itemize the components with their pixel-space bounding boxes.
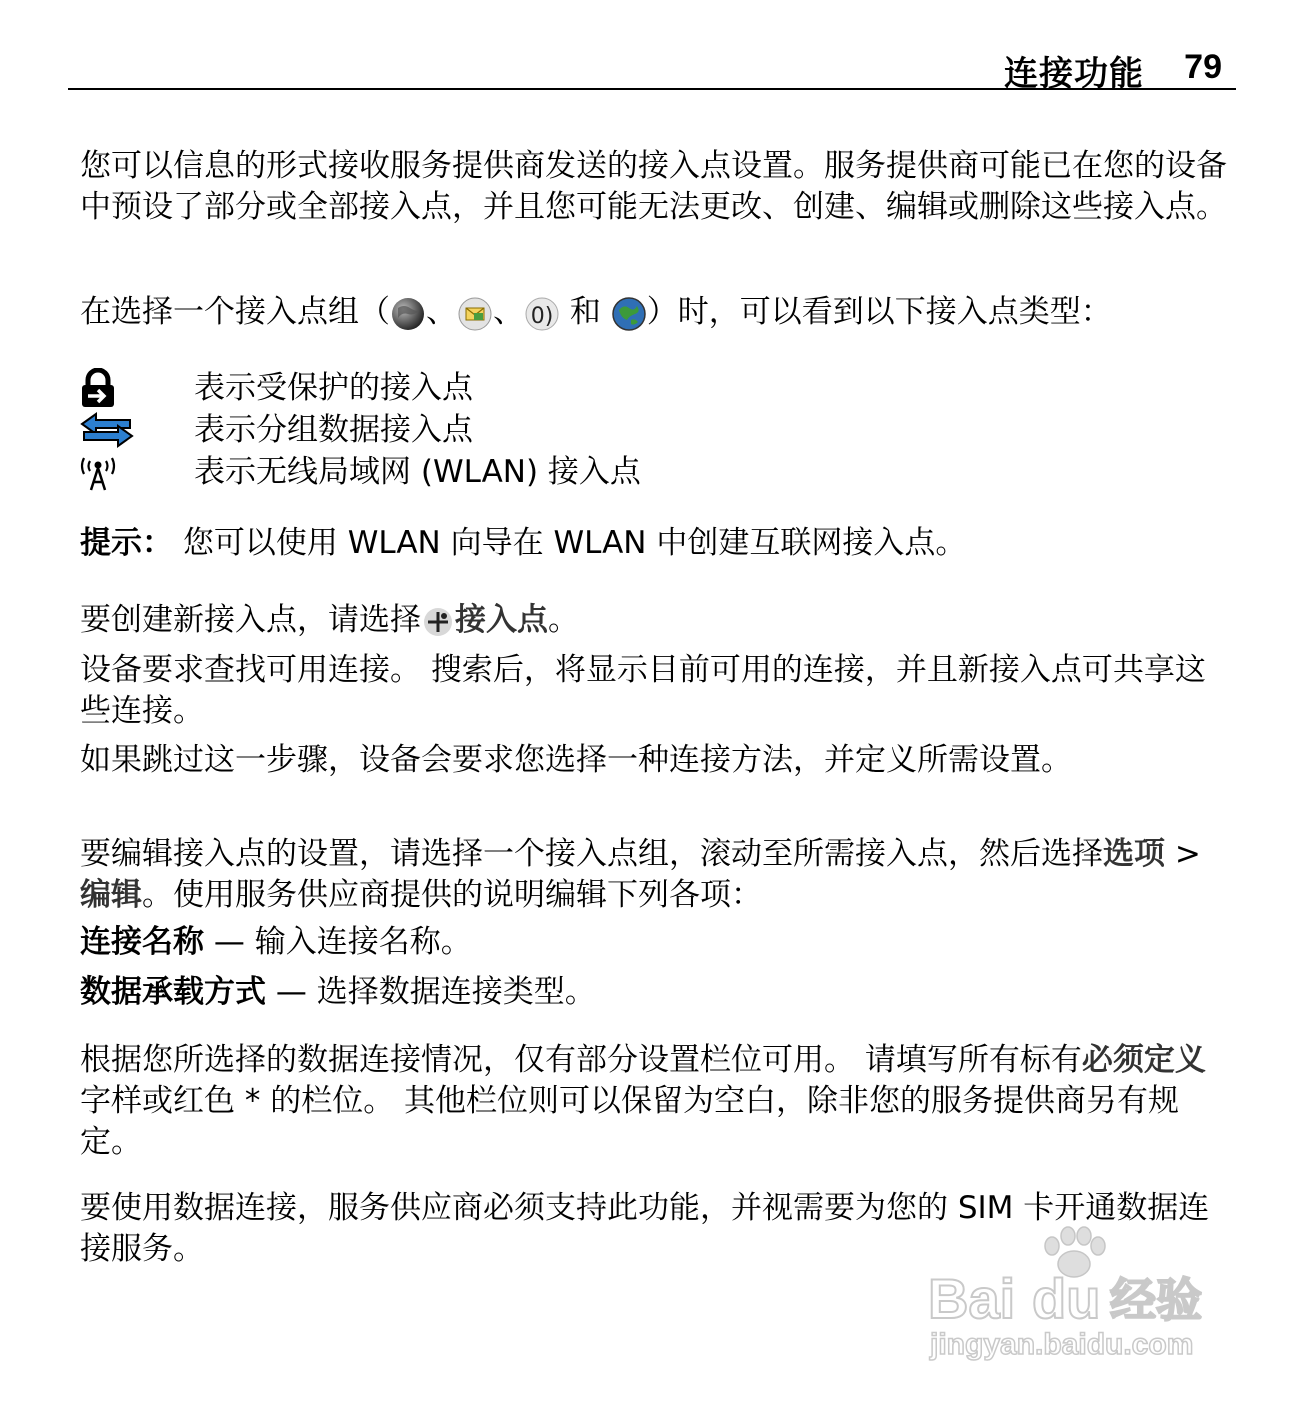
watermark-cn: 经验 <box>1110 1273 1202 1327</box>
text-segment: 要编辑接入点的设置，请选择一个接入点组，滚动至所需接入点，然后选择 <box>80 836 1103 872</box>
fields-paragraph <box>80 1040 1230 1163</box>
icon-description: 表示受保护的接入点 <box>194 370 473 406</box>
intro-paragraph: 您可以信息的形式接收服务提供商发送的接入点设置。服务提供商可能已在您的设备中预设了部分或全部接入点，并且您可能无法更改、创建、编辑或删除这些接入点。 <box>80 148 1227 225</box>
text-segment: 字样或红色 * 的栏位。 其他栏位则可以保留为空白，除非您的服务提供商另有规定。 <box>80 1083 1180 1160</box>
new-access-point-icon <box>421 605 455 639</box>
create-access-point-paragraph <box>80 600 1230 641</box>
text-segment: 、 <box>426 294 457 330</box>
text-segment: 。 <box>548 602 579 638</box>
edit-settings-paragraph <box>80 834 1230 916</box>
options-term: 选项 <box>1103 836 1165 872</box>
text-segment: ）时，可以看到以下接入点类型： <box>646 294 1112 330</box>
wlan-antenna-icon <box>78 452 138 492</box>
lock-icon <box>78 368 138 408</box>
definition-desc: — 输入连接名称。 <box>204 924 472 960</box>
text-segment: 和 <box>560 294 611 330</box>
page-header <box>68 44 1236 94</box>
earth-globe-icon <box>611 296 647 332</box>
text-segment: 根据您所选择的数据连接情况，仅有部分设置栏位可用。 请填写所有标有 <box>80 1042 1082 1078</box>
baidu-jingyan-watermark <box>924 1220 1224 1370</box>
access-point-group-paragraph <box>80 292 1230 333</box>
svg-text:0): 0) <box>530 303 554 329</box>
tip-paragraph <box>80 523 1230 564</box>
text-segment: 在选择一个接入点组（ <box>80 294 390 330</box>
unclassified-group-icon <box>524 296 560 332</box>
text-segment: > <box>1165 836 1201 872</box>
tip-label: 提示： <box>80 525 173 561</box>
must-define-term: 必须定义 <box>1081 1042 1206 1078</box>
skip-step-paragraph: 如果跳过这一步骤，设备会要求您选择一种连接方法，并定义所需设置。 <box>80 742 1072 778</box>
text-segment: 。使用服务供应商提供的说明编辑下列各项： <box>142 877 762 913</box>
connection-name-definition <box>80 922 1230 963</box>
tip-text: 您可以使用 WLAN 向导在 WLAN 中创建互联网接入点。 <box>182 525 967 561</box>
section-title: 连接功能 <box>1004 54 1144 94</box>
icon-description: 表示无线局域网 (WLAN) 接入点 <box>194 454 641 490</box>
watermark-url: jingyan.baidu.com <box>930 1328 1194 1361</box>
text-segment: 要创建新接入点，请选择 <box>80 602 421 638</box>
mms-icon <box>457 296 493 332</box>
data-connection-paragraph: 要使用数据连接，服务供应商必须支持此功能，并视需要为您的 SIM 卡开通数据连接服务。 <box>80 1190 1210 1267</box>
access-point-term: 接入点 <box>455 602 548 638</box>
page-number: 79 <box>1184 48 1222 86</box>
definition-desc: — 选择数据连接类型。 <box>266 974 596 1010</box>
definition-term: 连接名称 <box>80 924 204 960</box>
icon-description: 表示分组数据接入点 <box>194 412 473 448</box>
packet-data-arrows-icon <box>78 410 138 450</box>
watermark-brand2: du <box>1032 1267 1101 1330</box>
definition-term: 数据承载方式 <box>80 974 266 1010</box>
text-segment: 、 <box>493 294 524 330</box>
internet-globe-icon <box>390 296 426 332</box>
data-bearer-definition <box>80 972 1230 1013</box>
watermark-brand: Bai <box>928 1267 1016 1330</box>
search-paragraph: 设备要求查找可用连接。 搜索后，将显示目前可用的连接，并且新接入点可共享这些连接。 <box>80 652 1206 729</box>
edit-term: 编辑 <box>80 877 142 913</box>
